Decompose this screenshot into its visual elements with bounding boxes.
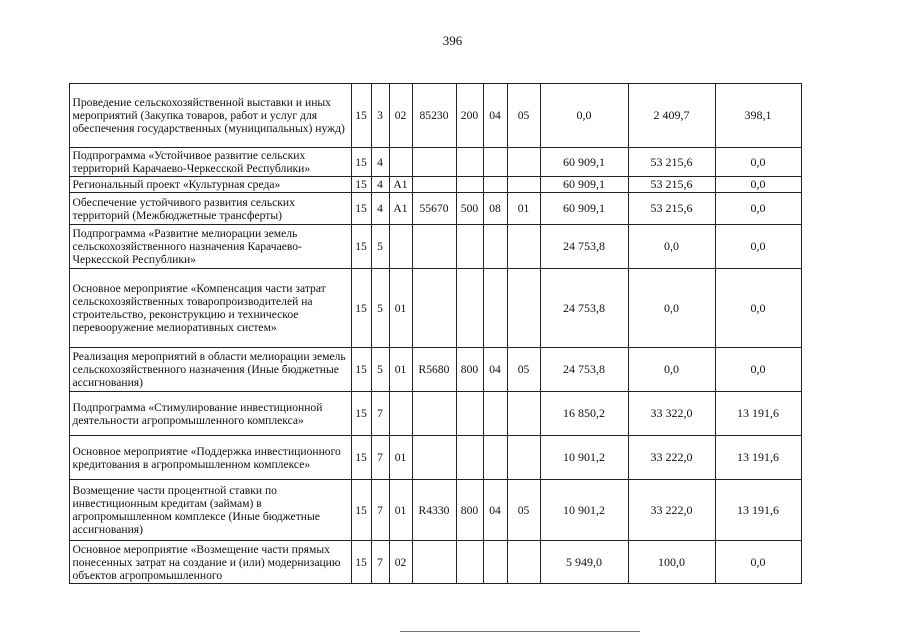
cell-code-4 xyxy=(412,541,456,584)
cell-code-6: 04 xyxy=(483,84,507,148)
cell-code-1: 15 xyxy=(351,541,371,584)
cell-code-3: А1 xyxy=(389,177,412,193)
cell-code-5: 200 xyxy=(456,84,483,148)
table-body xyxy=(40,84,801,584)
cell-code-2: 7 xyxy=(371,480,389,541)
cell-code-3 xyxy=(389,148,412,177)
cell-value-3: 0,0 xyxy=(715,348,801,392)
left-margin-cell xyxy=(40,436,69,480)
table-row xyxy=(40,225,801,269)
cell-code-7 xyxy=(507,541,540,584)
cell-code-1: 15 xyxy=(351,436,371,480)
cell-code-3: 01 xyxy=(389,269,412,348)
cell-code-6 xyxy=(483,436,507,480)
cell-code-1: 15 xyxy=(351,392,371,436)
table-row xyxy=(40,541,801,584)
left-margin-cell xyxy=(40,84,69,148)
cell-code-1: 15 xyxy=(351,193,371,225)
cell-code-5 xyxy=(456,541,483,584)
cell-value-1: 10 901,2 xyxy=(540,480,628,541)
cell-value-3: 0,0 xyxy=(715,541,801,584)
cell-value-1: 24 753,8 xyxy=(540,269,628,348)
cell-value-2: 100,0 xyxy=(628,541,715,584)
table-row xyxy=(40,436,801,480)
cell-code-2: 5 xyxy=(371,269,389,348)
cell-code-5 xyxy=(456,177,483,193)
row-name: Подпрограмма «Стимулирование инвестиционной деятельности агропромышленного комплекса» xyxy=(69,392,351,436)
cell-value-1: 60 909,1 xyxy=(540,148,628,177)
cell-code-7: 05 xyxy=(507,348,540,392)
cell-code-3: 01 xyxy=(389,348,412,392)
table-row xyxy=(40,392,801,436)
cell-code-4 xyxy=(412,225,456,269)
row-name: Проведение сельскохозяйственной выставки и иных мероприятий (Закупка товаров, работ и услуг для обеспечения государственных (муниципальных) нужд) xyxy=(69,84,351,148)
cell-value-1: 10 901,2 xyxy=(540,436,628,480)
left-margin-cell xyxy=(40,348,69,392)
left-margin-cell xyxy=(40,225,69,269)
cell-code-3: 01 xyxy=(389,480,412,541)
cell-code-5 xyxy=(456,436,483,480)
cell-code-6 xyxy=(483,177,507,193)
cell-value-3: 0,0 xyxy=(715,193,801,225)
cell-code-4: 85230 xyxy=(412,84,456,148)
left-margin-cell xyxy=(40,269,69,348)
cell-value-2: 2 409,7 xyxy=(628,84,715,148)
cell-code-7: 05 xyxy=(507,480,540,541)
left-margin-cell xyxy=(40,148,69,177)
cell-code-5 xyxy=(456,392,483,436)
left-margin-cell xyxy=(40,480,69,541)
cell-code-1: 15 xyxy=(351,225,371,269)
cell-code-6 xyxy=(483,148,507,177)
cell-code-6 xyxy=(483,541,507,584)
cell-code-2: 4 xyxy=(371,148,389,177)
cell-code-5: 800 xyxy=(456,348,483,392)
cell-value-3: 13 191,6 xyxy=(715,480,801,541)
row-name: Подпрограмма «Развитие мелиорации земель сельскохозяйственного назначения Карачаево-Черкесской Республики» xyxy=(69,225,351,269)
page-number: 396 xyxy=(442,33,463,48)
row-name: Основное мероприятие «Поддержка инвестиционного кредитования в агропромышленном комплексе» xyxy=(69,436,351,480)
row-name: Основное мероприятие «Возмещение части прямых понесенных затрат на создание и (или) модернизацию объектов агропромышленного xyxy=(69,541,351,584)
left-margin-cell xyxy=(40,193,69,225)
cell-code-4: R5680 xyxy=(412,348,456,392)
cell-code-6: 04 xyxy=(483,480,507,541)
cell-value-1: 24 753,8 xyxy=(540,225,628,269)
cell-code-1: 15 xyxy=(351,148,371,177)
cell-value-2: 33 222,0 xyxy=(628,436,715,480)
cell-code-6 xyxy=(483,225,507,269)
cell-value-1: 5 949,0 xyxy=(540,541,628,584)
cell-value-2: 0,0 xyxy=(628,269,715,348)
cell-code-7 xyxy=(507,177,540,193)
cell-code-7: 05 xyxy=(507,84,540,148)
cell-code-3: 01 xyxy=(389,436,412,480)
cell-code-7: 01 xyxy=(507,193,540,225)
cell-code-1: 15 xyxy=(351,84,371,148)
cell-value-3: 0,0 xyxy=(715,225,801,269)
cell-code-5 xyxy=(456,225,483,269)
cell-value-1: 0,0 xyxy=(540,84,628,148)
cell-code-5 xyxy=(456,269,483,348)
cell-value-1: 24 753,8 xyxy=(540,348,628,392)
cell-code-7 xyxy=(507,269,540,348)
cell-value-2: 0,0 xyxy=(628,225,715,269)
row-name: Основное мероприятие «Компенсация части затрат сельскохозяйственных товаропроизводителей на строительство, реконструкцию и техническое перевооружение мелиоративных систем» xyxy=(69,269,351,348)
cell-code-5 xyxy=(456,148,483,177)
cell-value-3: 398,1 xyxy=(715,84,801,148)
cell-code-4 xyxy=(412,148,456,177)
cell-code-2: 7 xyxy=(371,436,389,480)
cell-value-1: 60 909,1 xyxy=(540,177,628,193)
cell-value-3: 0,0 xyxy=(715,177,801,193)
cell-code-3: 02 xyxy=(389,541,412,584)
cell-value-2: 53 215,6 xyxy=(628,193,715,225)
cell-code-1: 15 xyxy=(351,269,371,348)
table-row xyxy=(40,348,801,392)
cell-code-7 xyxy=(507,436,540,480)
cell-code-2: 4 xyxy=(371,193,389,225)
row-name: Реализация мероприятий в области мелиорации земель сельскохозяйственного назначения (Иные бюджетные ассигнования) xyxy=(69,348,351,392)
cell-value-2: 33 322,0 xyxy=(628,392,715,436)
cell-value-3: 13 191,6 xyxy=(715,392,801,436)
cell-code-4 xyxy=(412,177,456,193)
cell-code-2: 7 xyxy=(371,541,389,584)
left-margin-cell xyxy=(40,541,69,584)
cell-code-3 xyxy=(389,392,412,436)
cell-value-3: 13 191,6 xyxy=(715,436,801,480)
cell-code-6: 04 xyxy=(483,348,507,392)
cell-code-7 xyxy=(507,225,540,269)
cell-code-3: 02 xyxy=(389,84,412,148)
cell-code-3: А1 xyxy=(389,193,412,225)
cell-code-2: 5 xyxy=(371,225,389,269)
table-row xyxy=(40,480,801,541)
cell-value-1: 60 909,1 xyxy=(540,193,628,225)
table-row xyxy=(40,84,801,148)
table-row xyxy=(40,269,801,348)
cell-code-4: R4330 xyxy=(412,480,456,541)
cell-code-6 xyxy=(483,392,507,436)
cell-code-5: 800 xyxy=(456,480,483,541)
cell-value-1: 16 850,2 xyxy=(540,392,628,436)
cell-value-2: 0,0 xyxy=(628,348,715,392)
cell-code-4 xyxy=(412,392,456,436)
row-name: Обеспечение устойчивого развития сельских территорий (Межбюджетные трансферты) xyxy=(69,193,351,225)
table-row xyxy=(40,193,801,225)
cell-code-3 xyxy=(389,225,412,269)
cell-code-2: 5 xyxy=(371,348,389,392)
left-margin-cell xyxy=(40,392,69,436)
cell-code-7 xyxy=(507,392,540,436)
cell-value-2: 53 215,6 xyxy=(628,148,715,177)
cell-code-1: 15 xyxy=(351,480,371,541)
table-row xyxy=(40,177,801,193)
left-margin-cell xyxy=(40,177,69,193)
cell-value-2: 53 215,6 xyxy=(628,177,715,193)
cell-code-2: 7 xyxy=(371,392,389,436)
cell-code-5: 500 xyxy=(456,193,483,225)
table-row xyxy=(40,148,801,177)
cell-value-2: 33 222,0 xyxy=(628,480,715,541)
cell-code-1: 15 xyxy=(351,348,371,392)
cell-code-4 xyxy=(412,436,456,480)
cell-code-7 xyxy=(507,148,540,177)
row-name: Подпрограмма «Устойчивое развитие сельских территорий Карачаево-Черкесской Республики» xyxy=(69,148,351,177)
cell-code-1: 15 xyxy=(351,177,371,193)
cell-value-3: 0,0 xyxy=(715,269,801,348)
cell-code-6 xyxy=(483,269,507,348)
cell-value-3: 0,0 xyxy=(715,148,801,177)
row-name: Региональный проект «Культурная среда» xyxy=(69,177,351,193)
row-name: Возмещение части процентной ставки по инвестиционным кредитам (займам) в агропромышленном комплексе (Иные бюджетные ассигнования) xyxy=(69,480,351,541)
cell-code-6: 08 xyxy=(483,193,507,225)
cell-code-2: 3 xyxy=(371,84,389,148)
scan-artifact-line xyxy=(400,631,640,632)
budget-table xyxy=(40,83,802,584)
cell-code-4 xyxy=(412,269,456,348)
cell-code-2: 4 xyxy=(371,177,389,193)
cell-code-4: 55670 xyxy=(412,193,456,225)
